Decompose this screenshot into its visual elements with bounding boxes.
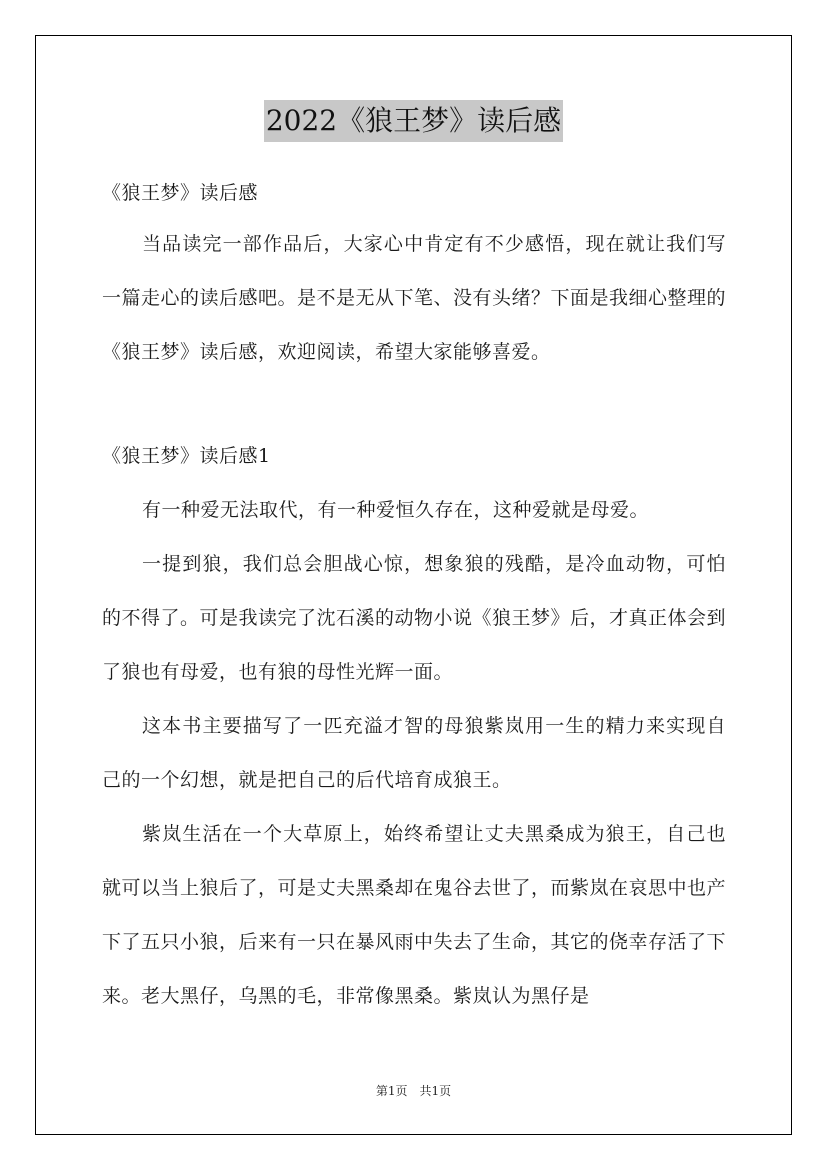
page-total: 共1页 — [419, 1084, 452, 1098]
intro-paragraph: 当品读完一部作品后，大家心中肯定有不少感悟，现在就让我们写一篇走心的读后感吧。是不是无从下笔、没有头绪？下面是我细心整理的《狼王梦》读后感，欢迎阅读，希望大家能够喜爱。 — [102, 233, 727, 363]
document-body — [102, 170, 726, 1023]
page-footer — [0, 1082, 827, 1099]
body-paragraph: 这本书主要描写了一匹充溢才智的母狼紫岚用一生的精力来实现自己的一个幻想，就是把自己的后代培育成狼王。 — [102, 715, 726, 791]
body-paragraph: 一提到狼，我们总会胆战心惊，想象狼的残酷，是冷血动物，可怕的不得了。可是我读完了沈石溪的动物小说《狼王梦》后，才真正体会到了狼也有母爱，也有狼的母性光辉一面。 — [102, 553, 727, 683]
body-paragraph: 有一种爱无法取代，有一种爱恒久存在，这种爱就是母爱。 — [142, 499, 650, 521]
document-title-wrap — [0, 100, 827, 142]
page-number: 第1页 — [375, 1084, 408, 1098]
blank-line — [102, 379, 726, 429]
document-title[interactable]: 2022《狼王梦》读后感 — [264, 100, 563, 142]
section-heading: 《狼王梦》读后感1 — [102, 445, 271, 467]
body-paragraph: 紫岚生活在一个大草原上，始终希望让丈夫黑桑成为狼王，自己也就可以当上狼后了，可是丈夫黑桑却在鬼谷去世了，而紫岚在哀思中也产下了五只小狼，后来有一只在暴风雨中失去了生命，其它的侥幸存活了下来。老大黑仔，乌黑的毛，非常像黑桑。紫岚认为黑仔是 — [102, 823, 727, 1007]
subtitle: 《狼王梦》读后感 — [102, 182, 259, 204]
